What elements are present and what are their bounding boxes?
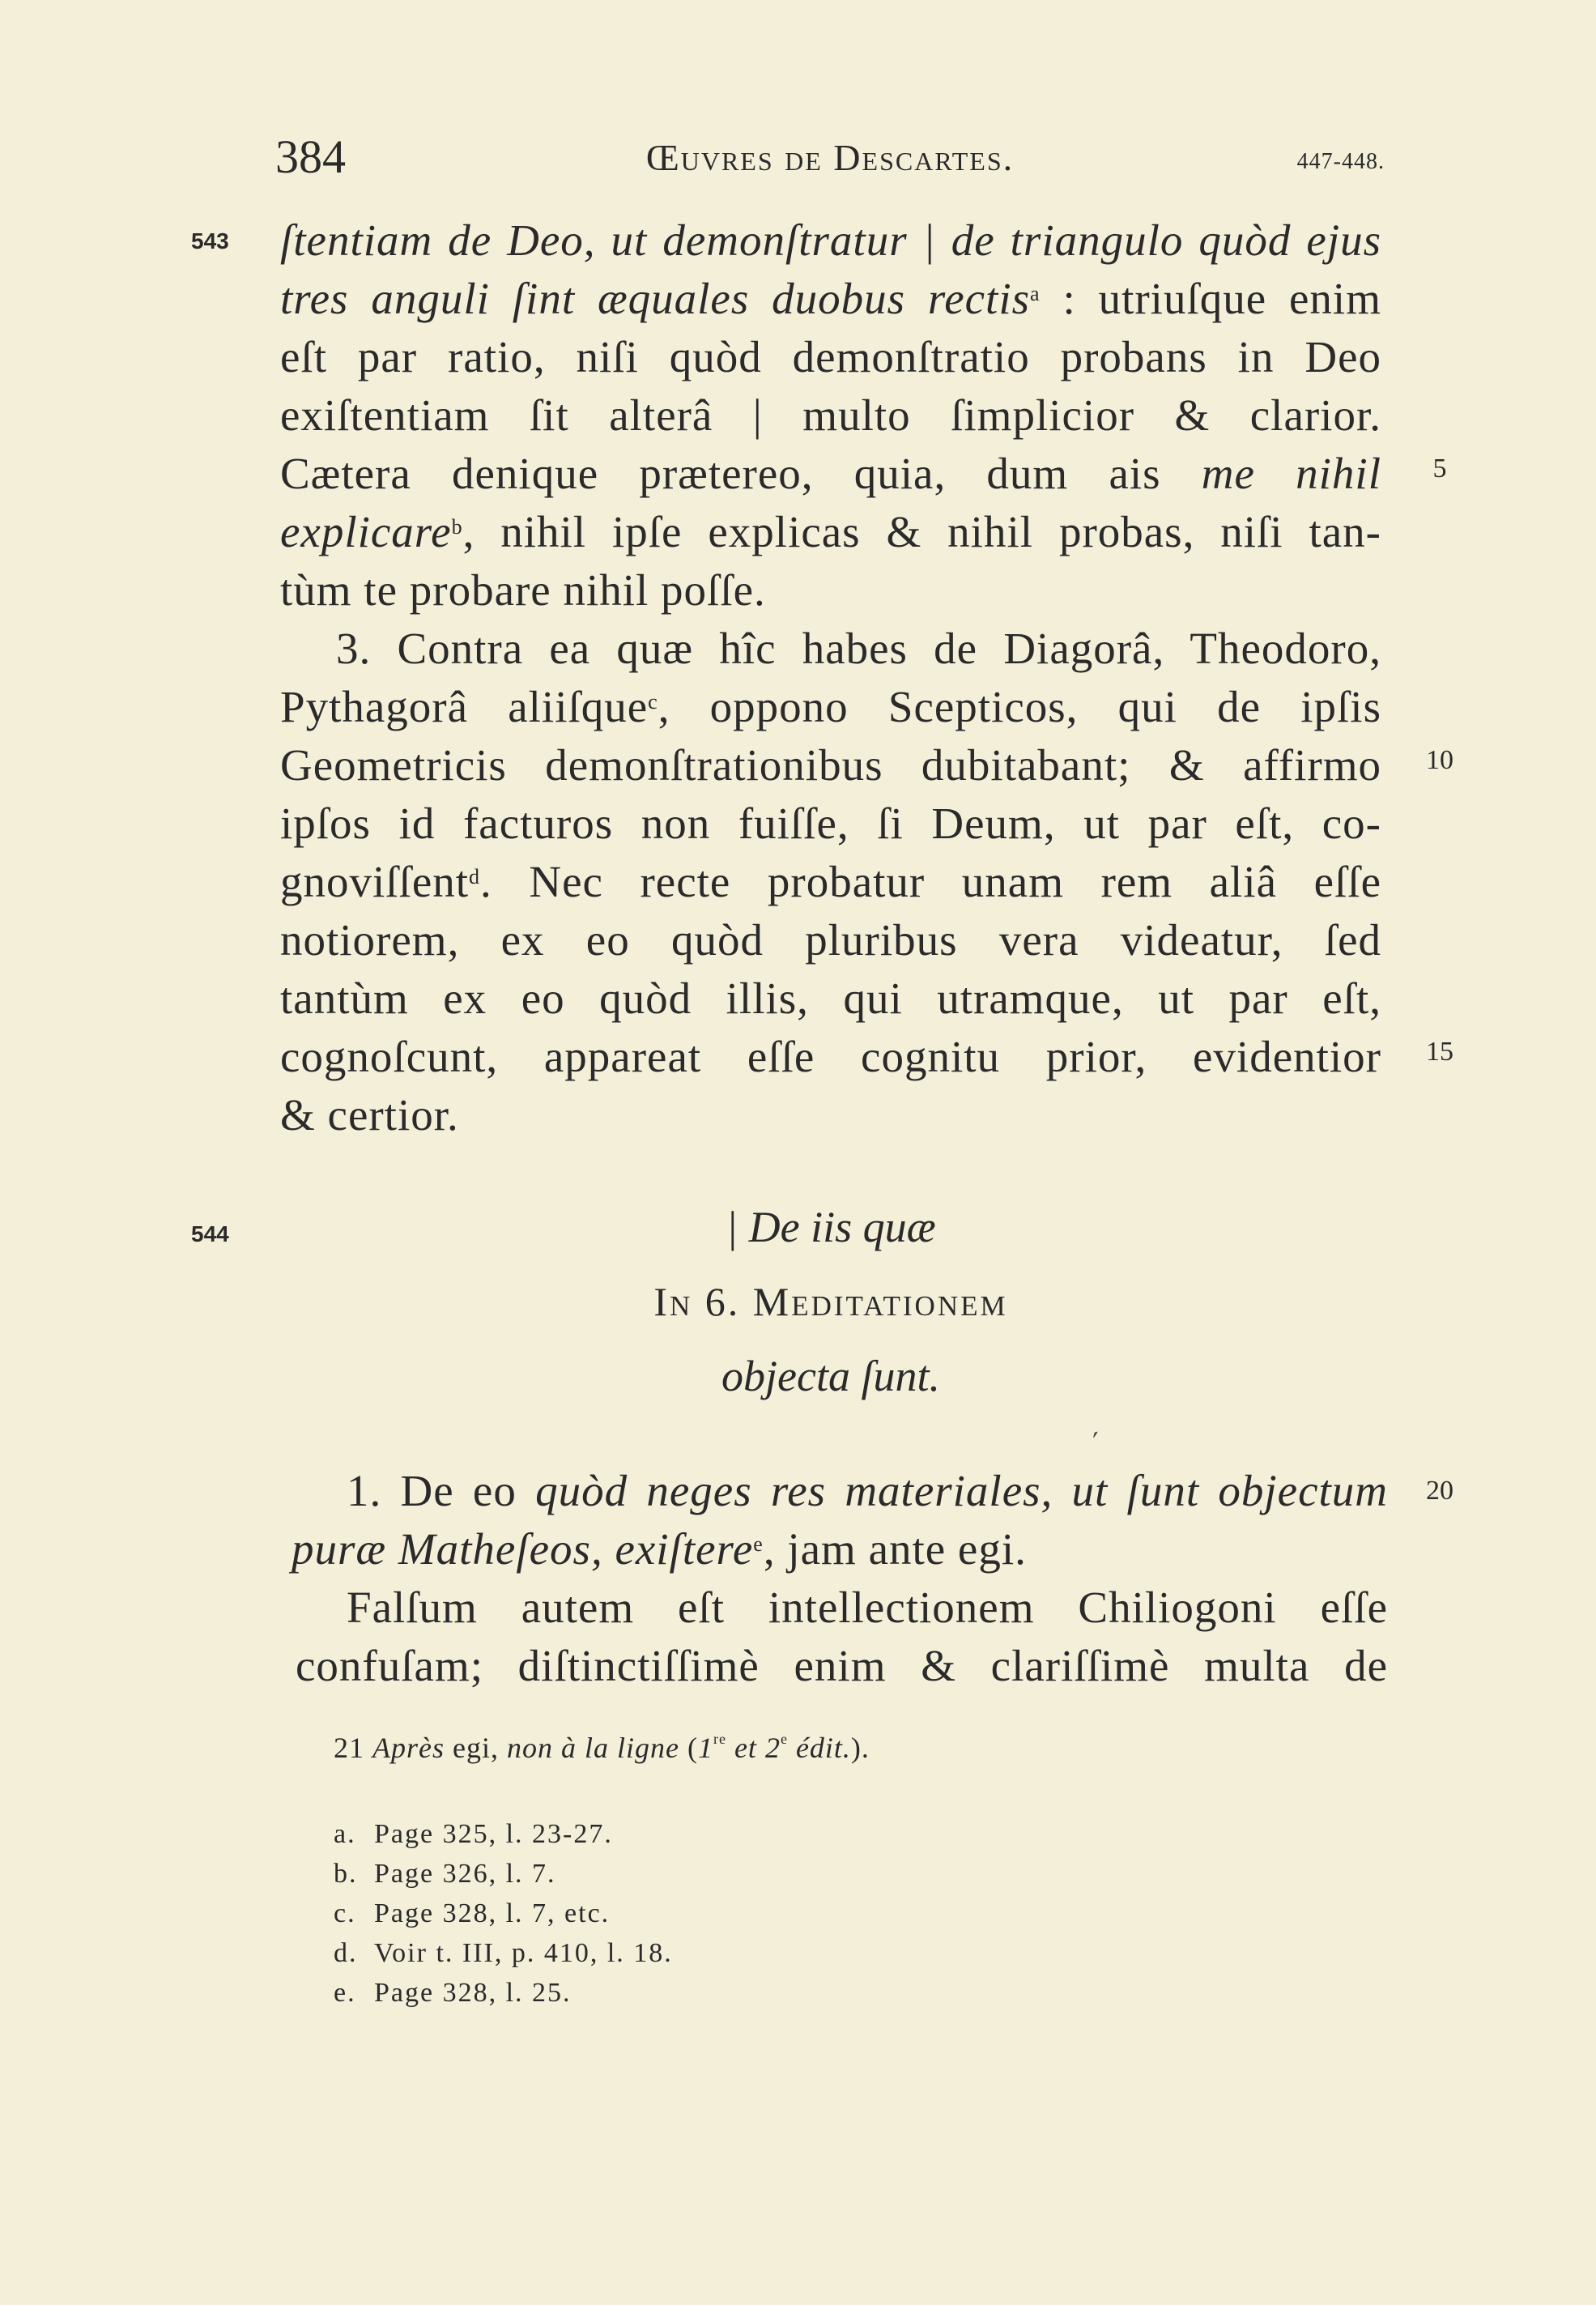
section-heading-line1: | De iis quæ — [726, 1203, 936, 1251]
text-line: ſtentiam de Deo, ut demonſtratur | de triangulo quòd ejus — [280, 215, 1381, 265]
text-line: ipſos id facturos non fuiſſe, ſi Deum, ut par eſt, co- — [280, 799, 1381, 848]
text-line: 1. De eo quòd neges res materiales, ut ſunt objectum — [347, 1466, 1389, 1515]
line-number: 5 — [1432, 454, 1447, 484]
edition-page-marker: 543 — [191, 228, 229, 254]
line-number: 15 — [1426, 1037, 1453, 1067]
running-head — [275, 130, 1385, 194]
text-line: tantùm ex eo quòd illis, qui utramque, ut par eſt, — [280, 974, 1381, 1023]
text-line: tres anguli ſint æquales duobus rectis$^a$ : utriuſque enim — [280, 274, 1381, 323]
line-number: 10 — [1426, 745, 1453, 775]
page-reference: 447-448. — [1296, 149, 1385, 174]
line-number: 20 — [1426, 1476, 1453, 1506]
text-line: confuſam; diſtinctiſſimè enim & clariſſimè multa de — [296, 1641, 1388, 1690]
footnote: e. Page 328, l. 25. — [334, 1978, 572, 2008]
text-line: 3. Contra ea quæ hîc habes de Diagorâ, Theodoro, — [336, 624, 1381, 673]
text-line: exiſtentiam ſit alterâ | multo ſimplicior & clarior. — [280, 390, 1381, 440]
text-line: Pythagorâ aliiſque$^c$, oppono Scepticos, qui de ipſis — [280, 682, 1381, 731]
footnote: c. Page 328, l. 7, etc. — [334, 1898, 611, 1928]
running-title: Œuvres de Descartes. — [645, 137, 1015, 178]
footnotes — [334, 1814, 1062, 2013]
text-line: Geometricis demonſtrationibus dubitabant; & affirmo — [280, 740, 1381, 790]
footnote: a. Page 325, l. 23-27. — [334, 1819, 613, 1849]
tick-mark: ˊ — [1087, 1425, 1109, 1459]
text-line: & certior. — [280, 1090, 459, 1140]
section-heading-line3: objecta ſunt. — [721, 1352, 940, 1400]
section-heading-line2: In 6. Meditationem — [653, 1279, 1008, 1324]
edition-page-marker: 544 — [191, 1221, 229, 1246]
page-number: 384 — [275, 130, 346, 183]
footnote: b. Page 326, l. 7. — [334, 1859, 556, 1889]
text-line: cognoſcunt, appareat eſſe cognitu prior, evidentior — [280, 1032, 1381, 1081]
text-line: gnoviſſent$^d$. Nec recte probatur unam rem aliâ eſſe — [280, 857, 1381, 906]
text-line: explicare$^b$, nihil ipſe explicas & nihil probas, niſi tan- — [280, 507, 1381, 556]
footnote: d. Voir t. III, p. 410, l. 18. — [334, 1938, 673, 1968]
variant-note: 21 Après egi, non à la ligne (1re et 2e édit.). — [334, 1731, 870, 1764]
text-line: notiorem, ex eo quòd pluribus vera videatur, ſed — [280, 915, 1381, 965]
text-line: Cætera denique prætereo, quia, dum ais me nihil — [280, 449, 1381, 498]
text-line: Falſum autem eſt intellectionem Chiliogoni eſſe — [347, 1583, 1388, 1632]
text-line: puræ Matheſeos, exiſtere$^e$, jam ante egi. — [292, 1524, 1027, 1574]
text-line: tùm te probare nihil poſſe. — [280, 565, 766, 615]
text-line: eſt par ratio, niſi quòd demonſtratio probans in Deo — [280, 332, 1381, 381]
